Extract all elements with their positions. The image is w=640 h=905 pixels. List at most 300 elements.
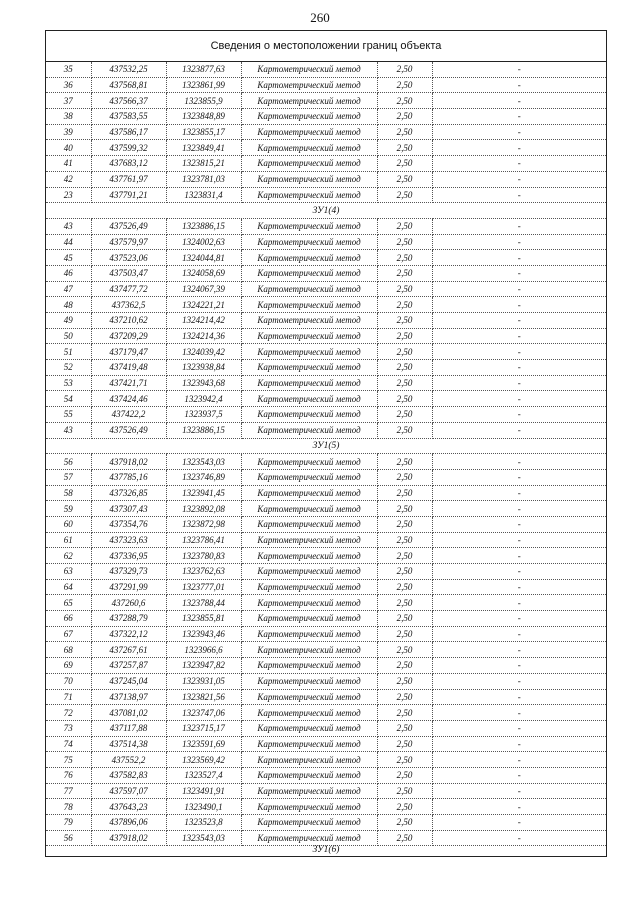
accuracy-cell: 2,50 bbox=[377, 328, 432, 344]
x-coordinate-cell: 437422,2 bbox=[91, 407, 166, 423]
description-cell: - bbox=[432, 422, 606, 438]
description-cell: - bbox=[432, 752, 606, 768]
method-cell: Картометрический метод bbox=[241, 815, 377, 831]
table-row bbox=[46, 109, 606, 125]
method-cell: Картометрический метод bbox=[241, 720, 377, 736]
table-row bbox=[46, 579, 606, 595]
x-coordinate-cell: 437477,72 bbox=[91, 281, 166, 297]
point-number-cell: 62 bbox=[46, 548, 91, 564]
accuracy-cell: 2,50 bbox=[377, 360, 432, 376]
x-coordinate-cell: 437138,97 bbox=[91, 689, 166, 705]
accuracy-cell: 2,50 bbox=[377, 799, 432, 815]
x-coordinate-cell: 437329,73 bbox=[91, 564, 166, 580]
method-cell: Картометрический метод bbox=[241, 469, 377, 485]
y-coordinate-cell: 1324214,36 bbox=[166, 328, 241, 344]
method-cell: Картометрический метод bbox=[241, 93, 377, 109]
description-cell: - bbox=[432, 140, 606, 156]
x-coordinate-cell: 437323,63 bbox=[91, 532, 166, 548]
y-coordinate-cell: 1323886,15 bbox=[166, 218, 241, 234]
accuracy-cell: 2,50 bbox=[377, 720, 432, 736]
accuracy-cell: 2,50 bbox=[377, 564, 432, 580]
y-coordinate-cell: 1323943,46 bbox=[166, 626, 241, 642]
table-row bbox=[46, 77, 606, 93]
point-number-cell: 38 bbox=[46, 109, 91, 125]
point-number-cell: 56 bbox=[46, 830, 91, 846]
description-cell: - bbox=[432, 548, 606, 564]
point-number-cell: 49 bbox=[46, 313, 91, 329]
x-coordinate-cell: 437421,71 bbox=[91, 375, 166, 391]
description-cell: - bbox=[432, 62, 606, 77]
description-cell: - bbox=[432, 501, 606, 517]
y-coordinate-cell: 1323747,06 bbox=[166, 705, 241, 721]
description-cell: - bbox=[432, 250, 606, 266]
accuracy-cell: 2,50 bbox=[377, 93, 432, 109]
x-coordinate-cell: 437586,17 bbox=[91, 124, 166, 140]
x-coordinate-cell: 437419,48 bbox=[91, 360, 166, 376]
table-row bbox=[46, 344, 606, 360]
point-number-cell: 42 bbox=[46, 171, 91, 187]
description-cell: - bbox=[432, 77, 606, 93]
x-coordinate-cell: 437424,46 bbox=[91, 391, 166, 407]
method-cell: Картометрический метод bbox=[241, 234, 377, 250]
table-row bbox=[46, 673, 606, 689]
x-coordinate-cell: 437532,25 bbox=[91, 62, 166, 77]
accuracy-cell: 2,50 bbox=[377, 705, 432, 721]
method-cell: Картометрический метод bbox=[241, 62, 377, 77]
description-cell: - bbox=[432, 218, 606, 234]
point-number-cell: 40 bbox=[46, 140, 91, 156]
table-row bbox=[46, 407, 606, 423]
section-row bbox=[46, 203, 606, 219]
table-row bbox=[46, 124, 606, 140]
x-coordinate-cell: 437257,87 bbox=[91, 658, 166, 674]
method-cell: Картометрический метод bbox=[241, 171, 377, 187]
y-coordinate-cell: 1323788,44 bbox=[166, 595, 241, 611]
point-number-cell: 35 bbox=[46, 62, 91, 77]
y-coordinate-cell: 1323886,15 bbox=[166, 422, 241, 438]
method-cell: Картометрический метод bbox=[241, 501, 377, 517]
accuracy-cell: 2,50 bbox=[377, 62, 432, 77]
description-cell: - bbox=[432, 532, 606, 548]
point-number-cell: 78 bbox=[46, 799, 91, 815]
table-row bbox=[46, 830, 606, 846]
method-cell: Картометрический метод bbox=[241, 516, 377, 532]
description-cell: - bbox=[432, 485, 606, 501]
table-row bbox=[46, 171, 606, 187]
point-number-cell: 75 bbox=[46, 752, 91, 768]
point-number-cell: 67 bbox=[46, 626, 91, 642]
description-cell: - bbox=[432, 830, 606, 846]
description-cell: - bbox=[432, 93, 606, 109]
x-coordinate-cell: 437503,47 bbox=[91, 265, 166, 281]
table-row bbox=[46, 375, 606, 391]
y-coordinate-cell: 1323942,4 bbox=[166, 391, 241, 407]
table-row bbox=[46, 422, 606, 438]
description-cell: - bbox=[432, 658, 606, 674]
description-cell: - bbox=[432, 391, 606, 407]
point-number-cell: 58 bbox=[46, 485, 91, 501]
y-coordinate-cell: 1324039,42 bbox=[166, 344, 241, 360]
description-cell: - bbox=[432, 328, 606, 344]
table-row bbox=[46, 516, 606, 532]
description-cell: - bbox=[432, 109, 606, 125]
y-coordinate-cell: 1323821,56 bbox=[166, 689, 241, 705]
method-cell: Картометрический метод bbox=[241, 218, 377, 234]
table-row bbox=[46, 799, 606, 815]
x-coordinate-cell: 437514,38 bbox=[91, 736, 166, 752]
y-coordinate-cell: 1323490,1 bbox=[166, 799, 241, 815]
table-row bbox=[46, 815, 606, 831]
method-cell: Картометрический метод bbox=[241, 705, 377, 721]
method-cell: Картометрический метод bbox=[241, 156, 377, 172]
x-coordinate-cell: 437683,12 bbox=[91, 156, 166, 172]
point-number-cell: 55 bbox=[46, 407, 91, 423]
method-cell: Картометрический метод bbox=[241, 297, 377, 313]
point-number-cell: 43 bbox=[46, 422, 91, 438]
accuracy-cell: 2,50 bbox=[377, 752, 432, 768]
accuracy-cell: 2,50 bbox=[377, 783, 432, 799]
description-cell: - bbox=[432, 344, 606, 360]
x-coordinate-cell: 437526,49 bbox=[91, 218, 166, 234]
accuracy-cell: 2,50 bbox=[377, 611, 432, 627]
method-cell: Картометрический метод bbox=[241, 360, 377, 376]
accuracy-cell: 2,50 bbox=[377, 595, 432, 611]
method-cell: Картометрический метод bbox=[241, 124, 377, 140]
x-coordinate-cell: 437761,97 bbox=[91, 171, 166, 187]
accuracy-cell: 2,50 bbox=[377, 485, 432, 501]
point-number-cell: 71 bbox=[46, 689, 91, 705]
point-number-cell: 63 bbox=[46, 564, 91, 580]
x-coordinate-cell: 437245,04 bbox=[91, 673, 166, 689]
y-coordinate-cell: 1323877,63 bbox=[166, 62, 241, 77]
table-row bbox=[46, 611, 606, 627]
section-label: ЗУ1(5) bbox=[46, 438, 606, 454]
x-coordinate-cell: 437362,5 bbox=[91, 297, 166, 313]
method-cell: Картометрический метод bbox=[241, 595, 377, 611]
point-number-cell: 41 bbox=[46, 156, 91, 172]
table-title: Сведения о местоположении границ объекта bbox=[46, 31, 606, 62]
y-coordinate-cell: 1323543,03 bbox=[166, 830, 241, 846]
description-cell: - bbox=[432, 815, 606, 831]
table-row bbox=[46, 767, 606, 783]
point-number-cell: 53 bbox=[46, 375, 91, 391]
method-cell: Картометрический метод bbox=[241, 328, 377, 344]
table-row bbox=[46, 642, 606, 658]
accuracy-cell: 2,50 bbox=[377, 422, 432, 438]
y-coordinate-cell: 1323849,41 bbox=[166, 140, 241, 156]
accuracy-cell: 2,50 bbox=[377, 250, 432, 266]
description-cell: - bbox=[432, 626, 606, 642]
description-cell: - bbox=[432, 360, 606, 376]
point-number-cell: 57 bbox=[46, 469, 91, 485]
y-coordinate-cell: 1323815,21 bbox=[166, 156, 241, 172]
y-coordinate-cell: 1324221,21 bbox=[166, 297, 241, 313]
description-cell: - bbox=[432, 673, 606, 689]
point-number-cell: 23 bbox=[46, 187, 91, 203]
y-coordinate-cell: 1323943,68 bbox=[166, 375, 241, 391]
table-row bbox=[46, 705, 606, 721]
y-coordinate-cell: 1323715,17 bbox=[166, 720, 241, 736]
method-cell: Картометрический метод bbox=[241, 830, 377, 846]
description-cell: - bbox=[432, 187, 606, 203]
y-coordinate-cell: 1324058,69 bbox=[166, 265, 241, 281]
y-coordinate-cell: 1323872,98 bbox=[166, 516, 241, 532]
x-coordinate-cell: 437785,16 bbox=[91, 469, 166, 485]
point-number-cell: 43 bbox=[46, 218, 91, 234]
y-coordinate-cell: 1323855,17 bbox=[166, 124, 241, 140]
method-cell: Картометрический метод bbox=[241, 564, 377, 580]
accuracy-cell: 2,50 bbox=[377, 642, 432, 658]
method-cell: Картометрический метод bbox=[241, 799, 377, 815]
method-cell: Картометрический метод bbox=[241, 689, 377, 705]
x-coordinate-cell: 437179,47 bbox=[91, 344, 166, 360]
description-cell: - bbox=[432, 783, 606, 799]
table-row bbox=[46, 532, 606, 548]
x-coordinate-cell: 437918,02 bbox=[91, 454, 166, 470]
accuracy-cell: 2,50 bbox=[377, 218, 432, 234]
table-row bbox=[46, 265, 606, 281]
method-cell: Картометрический метод bbox=[241, 313, 377, 329]
point-number-cell: 77 bbox=[46, 783, 91, 799]
table-row bbox=[46, 595, 606, 611]
table-row bbox=[46, 658, 606, 674]
description-cell: - bbox=[432, 375, 606, 391]
table-row bbox=[46, 218, 606, 234]
page-number: 260 bbox=[310, 10, 330, 25]
point-number-cell: 68 bbox=[46, 642, 91, 658]
accuracy-cell: 2,50 bbox=[377, 140, 432, 156]
accuracy-cell: 2,50 bbox=[377, 77, 432, 93]
x-coordinate-cell: 437582,83 bbox=[91, 767, 166, 783]
y-coordinate-cell: 1323591,69 bbox=[166, 736, 241, 752]
point-number-cell: 66 bbox=[46, 611, 91, 627]
accuracy-cell: 2,50 bbox=[377, 501, 432, 517]
point-number-cell: 70 bbox=[46, 673, 91, 689]
x-coordinate-cell: 437599,32 bbox=[91, 140, 166, 156]
point-number-cell: 61 bbox=[46, 532, 91, 548]
accuracy-cell: 2,50 bbox=[377, 830, 432, 846]
description-cell: - bbox=[432, 705, 606, 721]
accuracy-cell: 2,50 bbox=[377, 658, 432, 674]
description-cell: - bbox=[432, 469, 606, 485]
point-number-cell: 65 bbox=[46, 595, 91, 611]
table-row bbox=[46, 720, 606, 736]
y-coordinate-cell: 1323947,82 bbox=[166, 658, 241, 674]
x-coordinate-cell: 437568,81 bbox=[91, 77, 166, 93]
point-number-cell: 36 bbox=[46, 77, 91, 93]
x-coordinate-cell: 437267,61 bbox=[91, 642, 166, 658]
point-number-cell: 51 bbox=[46, 344, 91, 360]
x-coordinate-cell: 437896,06 bbox=[91, 815, 166, 831]
table-row bbox=[46, 783, 606, 799]
x-coordinate-cell: 437579,97 bbox=[91, 234, 166, 250]
description-cell: - bbox=[432, 265, 606, 281]
method-cell: Картометрический метод bbox=[241, 783, 377, 799]
table-row bbox=[46, 391, 606, 407]
description-cell: - bbox=[432, 579, 606, 595]
point-number-cell: 39 bbox=[46, 124, 91, 140]
method-cell: Картометрический метод bbox=[241, 250, 377, 266]
table-row bbox=[46, 156, 606, 172]
table-row bbox=[46, 313, 606, 329]
y-coordinate-cell: 1323848,89 bbox=[166, 109, 241, 125]
method-cell: Картометрический метод bbox=[241, 375, 377, 391]
x-coordinate-cell: 437597,07 bbox=[91, 783, 166, 799]
accuracy-cell: 2,50 bbox=[377, 344, 432, 360]
accuracy-cell: 2,50 bbox=[377, 673, 432, 689]
accuracy-cell: 2,50 bbox=[377, 375, 432, 391]
point-number-cell: 44 bbox=[46, 234, 91, 250]
y-coordinate-cell: 1323855,9 bbox=[166, 93, 241, 109]
point-number-cell: 52 bbox=[46, 360, 91, 376]
accuracy-cell: 2,50 bbox=[377, 579, 432, 595]
y-coordinate-cell: 1324044,81 bbox=[166, 250, 241, 266]
accuracy-cell: 2,50 bbox=[377, 469, 432, 485]
description-cell: - bbox=[432, 407, 606, 423]
x-coordinate-cell: 437117,88 bbox=[91, 720, 166, 736]
table-row bbox=[46, 454, 606, 470]
point-number-cell: 59 bbox=[46, 501, 91, 517]
x-coordinate-cell: 437307,43 bbox=[91, 501, 166, 517]
x-coordinate-cell: 437566,37 bbox=[91, 93, 166, 109]
point-number-cell: 45 bbox=[46, 250, 91, 266]
accuracy-cell: 2,50 bbox=[377, 626, 432, 642]
point-number-cell: 37 bbox=[46, 93, 91, 109]
description-cell: - bbox=[432, 516, 606, 532]
accuracy-cell: 2,50 bbox=[377, 156, 432, 172]
method-cell: Картометрический метод bbox=[241, 532, 377, 548]
accuracy-cell: 2,50 bbox=[377, 516, 432, 532]
method-cell: Картометрический метод bbox=[241, 767, 377, 783]
method-cell: Картометрический метод bbox=[241, 611, 377, 627]
accuracy-cell: 2,50 bbox=[377, 548, 432, 564]
x-coordinate-cell: 437081,02 bbox=[91, 705, 166, 721]
point-number-cell: 74 bbox=[46, 736, 91, 752]
x-coordinate-cell: 437210,62 bbox=[91, 313, 166, 329]
point-number-cell: 64 bbox=[46, 579, 91, 595]
method-cell: Картометрический метод bbox=[241, 736, 377, 752]
description-cell: - bbox=[432, 642, 606, 658]
description-cell: - bbox=[432, 281, 606, 297]
table-row bbox=[46, 281, 606, 297]
description-cell: - bbox=[432, 767, 606, 783]
accuracy-cell: 2,50 bbox=[377, 124, 432, 140]
y-coordinate-cell: 1324002,63 bbox=[166, 234, 241, 250]
point-number-cell: 46 bbox=[46, 265, 91, 281]
point-number-cell: 60 bbox=[46, 516, 91, 532]
y-coordinate-cell: 1323569,42 bbox=[166, 752, 241, 768]
y-coordinate-cell: 1323786,41 bbox=[166, 532, 241, 548]
y-coordinate-cell: 1323941,45 bbox=[166, 485, 241, 501]
description-cell: - bbox=[432, 156, 606, 172]
accuracy-cell: 2,50 bbox=[377, 297, 432, 313]
y-coordinate-cell: 1323855,81 bbox=[166, 611, 241, 627]
x-coordinate-cell: 437526,49 bbox=[91, 422, 166, 438]
accuracy-cell: 2,50 bbox=[377, 171, 432, 187]
x-coordinate-cell: 437209,29 bbox=[91, 328, 166, 344]
method-cell: Картометрический метод bbox=[241, 752, 377, 768]
y-coordinate-cell: 1323938,84 bbox=[166, 360, 241, 376]
x-coordinate-cell: 437552,2 bbox=[91, 752, 166, 768]
method-cell: Картометрический метод bbox=[241, 626, 377, 642]
x-coordinate-cell: 437354,76 bbox=[91, 516, 166, 532]
y-coordinate-cell: 1323937,5 bbox=[166, 407, 241, 423]
accuracy-cell: 2,50 bbox=[377, 391, 432, 407]
description-cell: - bbox=[432, 313, 606, 329]
method-cell: Картометрический метод bbox=[241, 548, 377, 564]
accuracy-cell: 2,50 bbox=[377, 187, 432, 203]
description-cell: - bbox=[432, 234, 606, 250]
y-coordinate-cell: 1323777,01 bbox=[166, 579, 241, 595]
x-coordinate-cell: 437918,02 bbox=[91, 830, 166, 846]
accuracy-cell: 2,50 bbox=[377, 109, 432, 125]
table-row bbox=[46, 234, 606, 250]
method-cell: Картометрический метод bbox=[241, 77, 377, 93]
boundary-points-table bbox=[46, 62, 606, 846]
point-number-cell: 56 bbox=[46, 454, 91, 470]
table-row bbox=[46, 297, 606, 313]
method-cell: Картометрический метод bbox=[241, 454, 377, 470]
point-number-cell: 69 bbox=[46, 658, 91, 674]
y-coordinate-cell: 1323527,4 bbox=[166, 767, 241, 783]
accuracy-cell: 2,50 bbox=[377, 281, 432, 297]
description-cell: - bbox=[432, 454, 606, 470]
table-row bbox=[46, 469, 606, 485]
table-row bbox=[46, 736, 606, 752]
description-cell: - bbox=[432, 564, 606, 580]
y-coordinate-cell: 1323892,08 bbox=[166, 501, 241, 517]
x-coordinate-cell: 437583,55 bbox=[91, 109, 166, 125]
description-cell: - bbox=[432, 171, 606, 187]
section-label: ЗУ1(6) bbox=[312, 845, 340, 855]
table-row bbox=[46, 250, 606, 266]
x-coordinate-cell: 437322,12 bbox=[91, 626, 166, 642]
y-coordinate-cell: 1323966,6 bbox=[166, 642, 241, 658]
x-coordinate-cell: 437326,85 bbox=[91, 485, 166, 501]
x-coordinate-cell: 437291,99 bbox=[91, 579, 166, 595]
point-number-cell: 72 bbox=[46, 705, 91, 721]
table-row bbox=[46, 626, 606, 642]
description-cell: - bbox=[432, 736, 606, 752]
point-number-cell: 73 bbox=[46, 720, 91, 736]
y-coordinate-cell: 1323543,03 bbox=[166, 454, 241, 470]
table-row bbox=[46, 564, 606, 580]
point-number-cell: 76 bbox=[46, 767, 91, 783]
y-coordinate-cell: 1323781,03 bbox=[166, 171, 241, 187]
method-cell: Картометрический метод bbox=[241, 673, 377, 689]
y-coordinate-cell: 1324067,39 bbox=[166, 281, 241, 297]
x-coordinate-cell: 437260,6 bbox=[91, 595, 166, 611]
table-row bbox=[46, 187, 606, 203]
description-cell: - bbox=[432, 689, 606, 705]
description-cell: - bbox=[432, 611, 606, 627]
accuracy-cell: 2,50 bbox=[377, 815, 432, 831]
x-coordinate-cell: 437643,23 bbox=[91, 799, 166, 815]
table-row bbox=[46, 752, 606, 768]
accuracy-cell: 2,50 bbox=[377, 736, 432, 752]
y-coordinate-cell: 1323746,89 bbox=[166, 469, 241, 485]
section-row bbox=[46, 438, 606, 454]
accuracy-cell: 2,50 bbox=[377, 532, 432, 548]
method-cell: Картометрический метод bbox=[241, 422, 377, 438]
description-cell: - bbox=[432, 595, 606, 611]
table-row bbox=[46, 140, 606, 156]
y-coordinate-cell: 1323831,4 bbox=[166, 187, 241, 203]
table-row bbox=[46, 501, 606, 517]
point-number-cell: 50 bbox=[46, 328, 91, 344]
description-cell: - bbox=[432, 720, 606, 736]
method-cell: Картометрический метод bbox=[241, 109, 377, 125]
